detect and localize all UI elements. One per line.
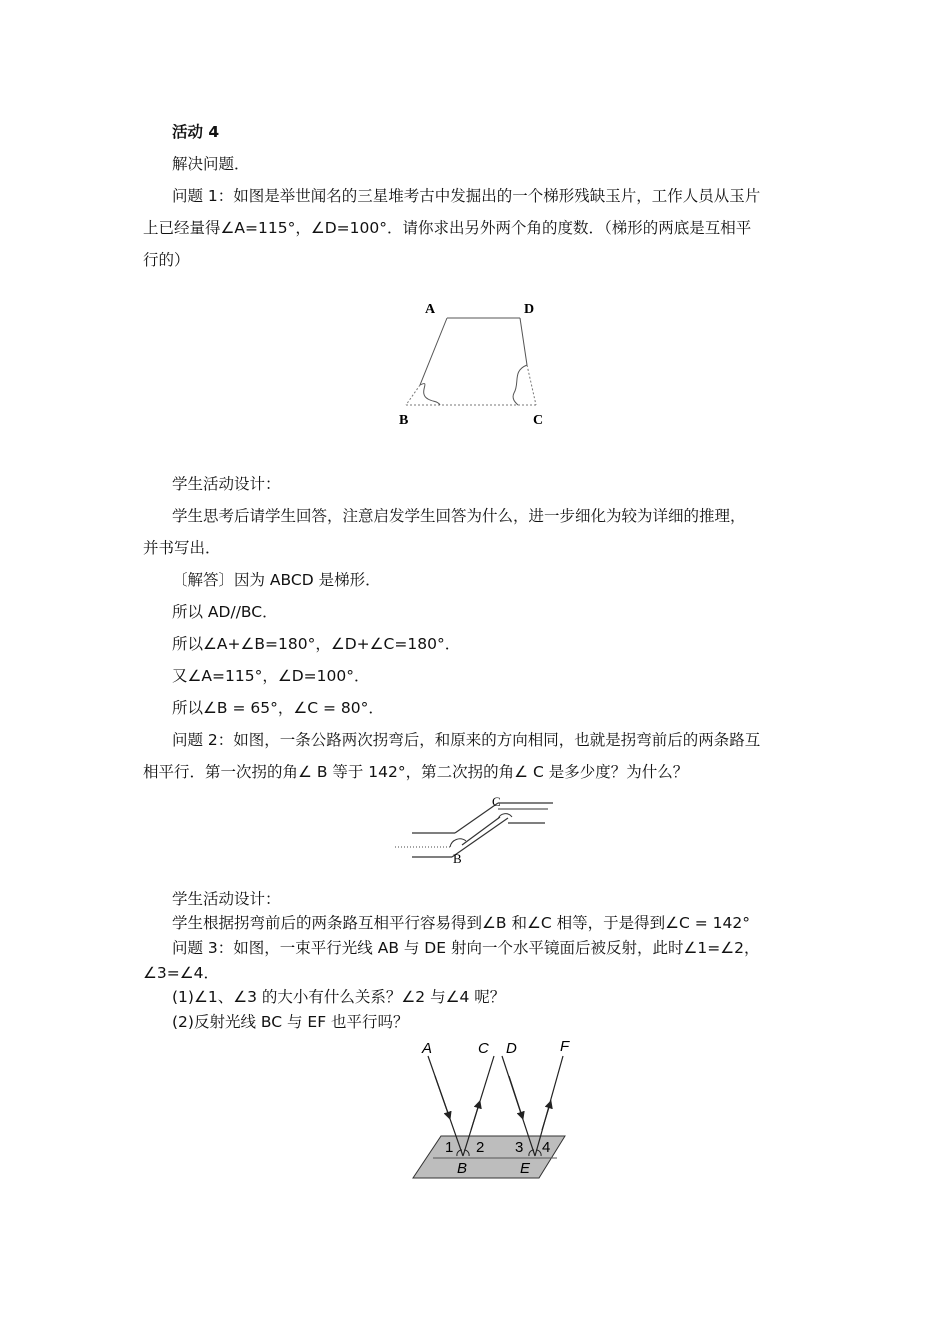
ray-de-arrow	[509, 1076, 522, 1116]
design-1-line-1: 学生思考后请学生回答，注意启发学生回答为什么，进一步细化为较为详细的推理，	[172, 507, 746, 525]
answer-line-3: 所以∠A+∠B=180°，∠D+∠C=180°．	[172, 635, 461, 653]
answer-line-2: 所以 AD//BC．	[172, 603, 278, 621]
point-label-e: E	[520, 1160, 531, 1177]
angle-arc-b	[450, 839, 466, 847]
question-3-part-1: (1)∠1、∠3 的大小有什么关系？∠2 与∠4 呢？	[172, 988, 506, 1006]
angle-label-3: 3	[515, 1139, 524, 1156]
design-1-title: 学生活动设计：	[172, 475, 281, 493]
ray-label-f: F	[560, 1038, 570, 1055]
road-diagonal-inner	[462, 817, 500, 845]
intro-text: 解决问题．	[172, 155, 250, 173]
question-1-line-1: 问题 1：如图是举世闻名的三星堆考古中发掘出的一个梯形残缺玉片，工作人员从玉片	[172, 187, 761, 205]
vertex-label-d: D	[524, 302, 535, 317]
angle-label-4: 4	[542, 1139, 551, 1156]
trapezoid-figure	[390, 295, 560, 435]
question-2-line-2: 相平行．第一次拐的角∠ B 等于 142°，第二次拐的角∠ C 是多少度？为什么？	[143, 763, 689, 781]
mirror-reflection-figure	[405, 1038, 585, 1188]
road-label-b: B	[453, 851, 462, 866]
activity-heading: 活动 4	[172, 123, 220, 141]
trapezoid-left-edge	[420, 318, 447, 385]
ray-label-d: D	[506, 1040, 517, 1057]
question-3-line-2: ∠3=∠4．	[143, 964, 220, 982]
design-2-text: 学生根据拐弯前后的两条路互相平行容易得到∠B 和∠C 相等，于是得到∠C = 142°	[172, 914, 750, 932]
question-2-line-1: 问题 2：如图，一条公路两次拐弯后，和原来的方向相同，也就是拐弯前后的两条路互	[172, 731, 761, 749]
road-figure	[390, 795, 570, 870]
angle-label-1: 1	[445, 1139, 454, 1156]
answer-line-5: 所以∠B = 65°，∠C = 80°．	[172, 699, 384, 717]
vertex-label-c: C	[533, 413, 544, 428]
question-1-line-3: 行的）	[143, 251, 190, 269]
road-label-c: C	[492, 794, 501, 809]
broken-edge-left	[420, 384, 440, 405]
ray-bc-arrow	[471, 1104, 479, 1130]
broken-edge-right	[513, 365, 527, 405]
question-3-line-1: 问题 3：如图，一束平行光线 AB 与 DE 射向一个水平镜面后被反射，此时∠1=∠2，	[172, 939, 760, 957]
question-1-line-2: 上已经量得∠A=115°，∠D=100°．请你求出另外两个角的度数．（梯形的两底是互相平	[143, 219, 752, 237]
angle-label-2: 2	[476, 1139, 485, 1156]
vertex-label-a: A	[425, 302, 436, 317]
design-2-title: 学生活动设计：	[172, 890, 281, 908]
answer-line-4: 又∠A=115°，∠D=100°．	[172, 667, 370, 685]
ray-ab-arrow	[435, 1076, 449, 1116]
answer-line-1: 〔解答〕因为 ABCD 是梯形．	[172, 571, 381, 589]
trapezoid-right-edge	[520, 318, 527, 365]
ray-ef-arrow	[542, 1104, 550, 1130]
trapezoid-right-missing	[527, 365, 536, 405]
ray-label-c: C	[478, 1040, 489, 1057]
angle-arc-c	[498, 814, 512, 819]
vertex-label-b: B	[399, 413, 409, 428]
design-1-line-2: 并书写出．	[143, 539, 221, 557]
point-label-b: B	[457, 1160, 468, 1177]
question-3-part-2: (2)反射光线 BC 与 EF 也平行吗？	[172, 1013, 409, 1031]
ray-label-a: A	[422, 1040, 433, 1057]
trapezoid-left-missing	[406, 385, 420, 405]
